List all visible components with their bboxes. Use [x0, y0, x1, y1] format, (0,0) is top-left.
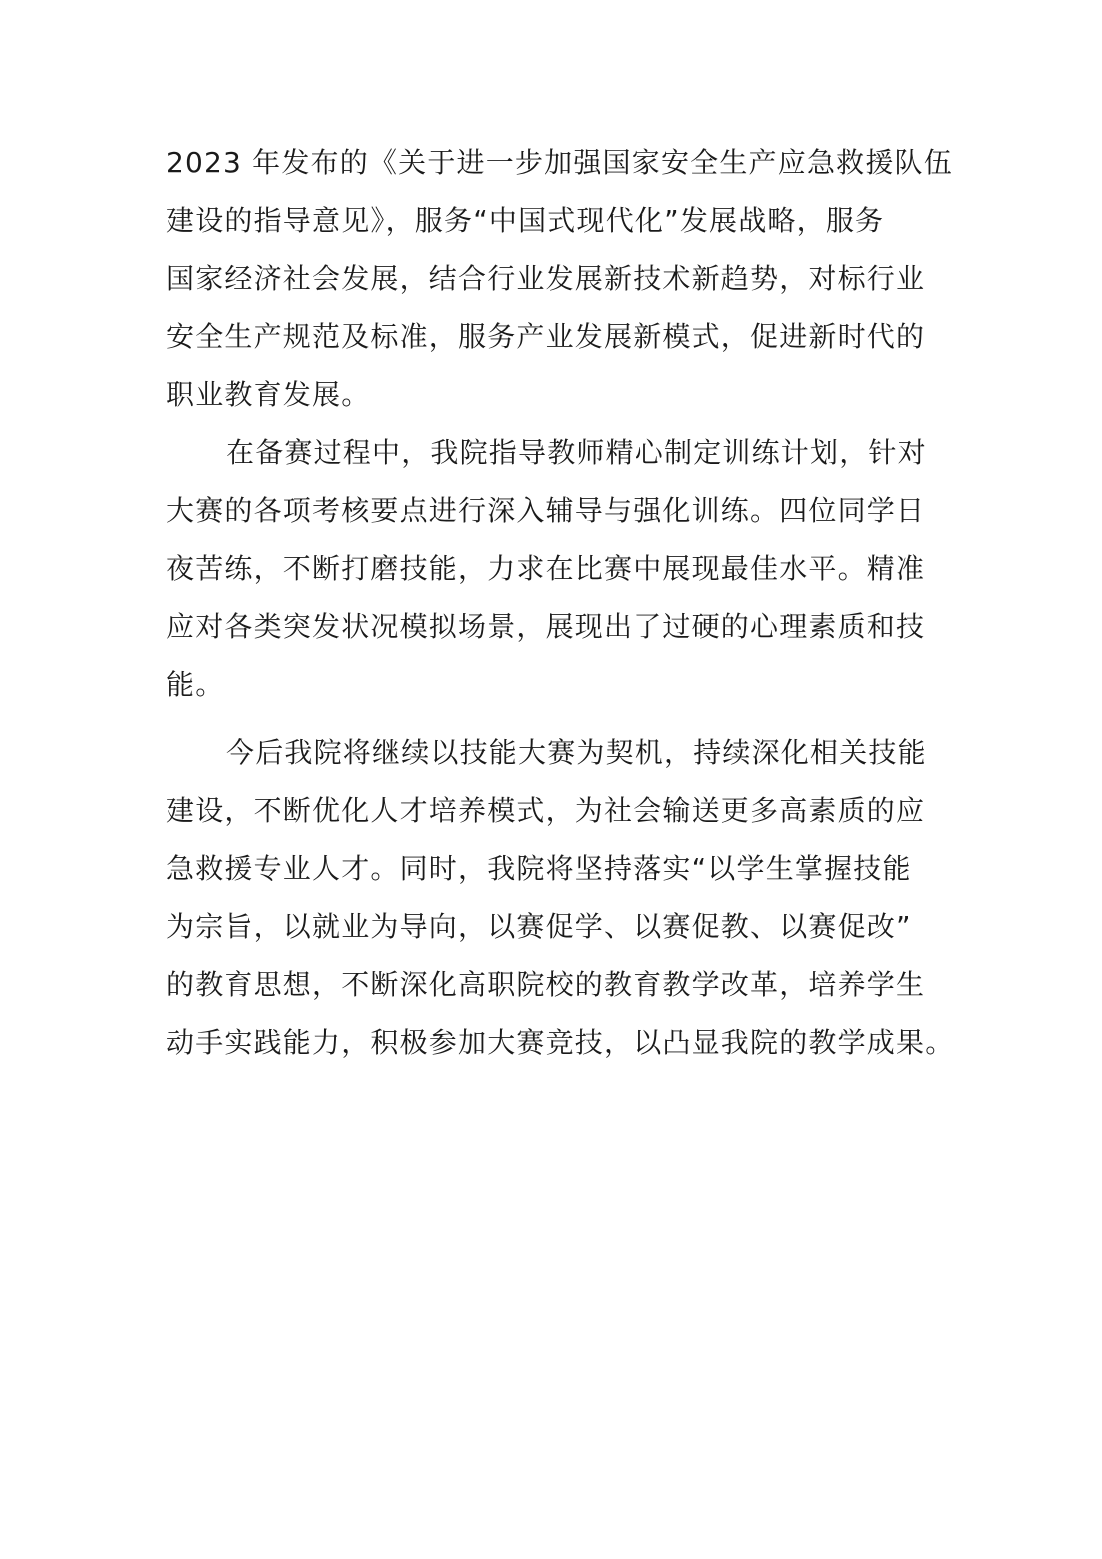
paragraph-line: 今后我院将继续以技能大赛为契机，持续深化相关技能 [226, 736, 927, 769]
paragraph-line: 夜苦练，不断打磨技能，力求在比赛中展现最佳水平。精准 [166, 552, 926, 585]
paragraph-line: 国家经济社会发展，结合行业发展新技术新趋势，对标行业 [166, 262, 926, 295]
paragraph-line: 大赛的各项考核要点进行深入辅导与强化训练。四位同学日 [166, 494, 926, 527]
paragraph-3 [166, 724, 955, 1072]
paragraph-line: 职业教育发展。 [166, 378, 371, 411]
paragraph-line: 应对各类突发状况模拟场景，展现出了过硬的心理素质和技 [166, 610, 926, 643]
paragraph-line: 安全生产规范及标准，服务产业发展新模式，促进新时代的 [166, 320, 926, 353]
paragraph-line: 的教育思想，不断深化高职院校的教育教学改革，培养学生 [166, 968, 926, 1001]
paragraph-line: 急救援专业人才。同时，我院将坚持落实“以学生掌握技能 [166, 852, 912, 885]
paragraph-line: 为宗旨，以就业为导向，以赛促学、以赛促教、以赛促改” [166, 910, 912, 943]
paragraph-line: 在备赛过程中，我院指导教师精心制定训练计划，针对 [226, 436, 927, 469]
paragraph-2 [166, 424, 938, 714]
paragraph-1 [166, 134, 953, 424]
document-body [166, 134, 955, 1072]
paragraph-line: 能。 [166, 668, 225, 701]
paragraph-line: 建设的指导意见》，服务“中国式现代化”发展战略，服务 [166, 204, 885, 237]
paragraph-line: 2023 年发布的《关于进一步加强国家安全生产应急救援队伍 [166, 146, 953, 179]
paragraph-line: 建设，不断优化人才培养模式，为社会输送更多高素质的应 [166, 794, 926, 827]
paragraph-line: 动手实践能力，积极参加大赛竞技，以凸显我院的教学成果。 [166, 1026, 955, 1059]
